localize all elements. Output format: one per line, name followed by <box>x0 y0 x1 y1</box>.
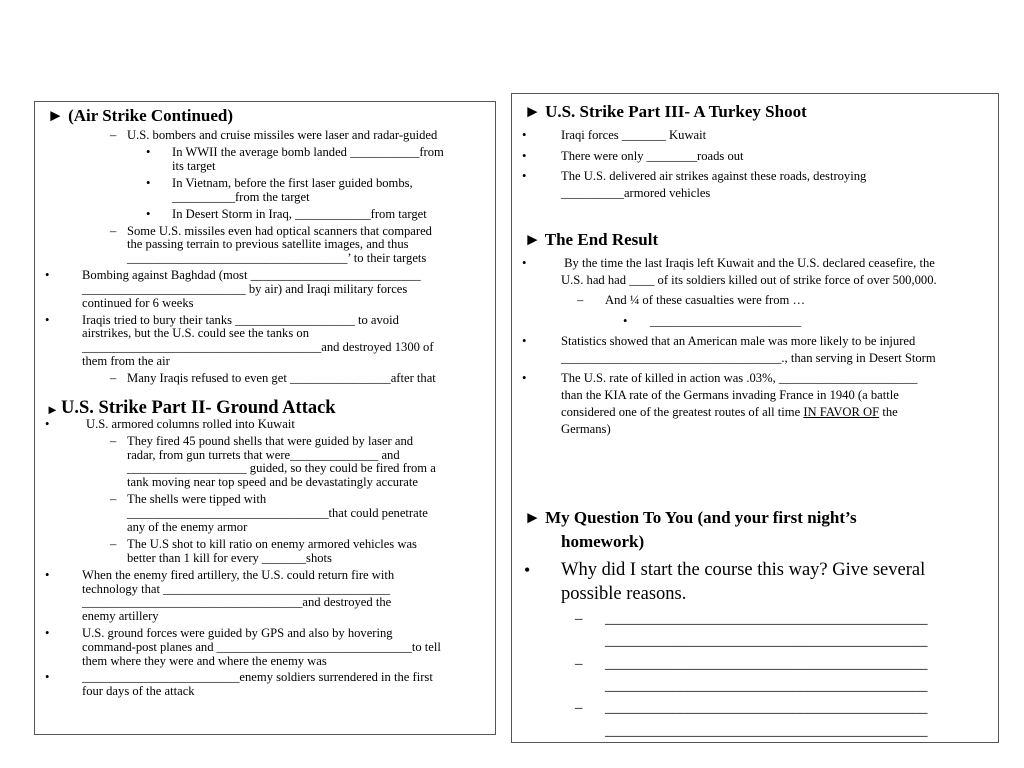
line-text: ___________________ guided, so they could be fired from a <box>127 461 436 475</box>
right-text-line <box>561 352 936 365</box>
line-text: command-post planes and _______________________________to tell <box>82 640 441 654</box>
line-text: ___________________________________________ <box>605 678 928 694</box>
line-text: When the enemy fired artillery, the U.S. could return fire with <box>82 568 395 582</box>
left-text-line <box>61 399 336 418</box>
right-text-line <box>561 561 925 580</box>
line-text: There were only ________roads out <box>561 149 744 163</box>
line-text: possible reasons. <box>561 584 687 604</box>
line-text: them where they were and where the enemy was <box>82 654 327 668</box>
right-text-line <box>524 231 658 248</box>
line-text: better than 1 kill for every _______shots <box>127 551 332 565</box>
left-text-line <box>172 191 310 204</box>
line-text: ___________________________________________ <box>605 700 928 716</box>
left-text-line <box>127 507 428 520</box>
left-text-line <box>82 314 399 327</box>
left-text-line <box>82 627 393 640</box>
bullet-marker: – <box>110 492 117 506</box>
line-text: The U.S shot to kill ratio on enemy armored vehicles was <box>127 537 417 551</box>
left-text-line <box>82 671 433 684</box>
bullet-marker: • <box>522 149 527 163</box>
left-text-line <box>82 283 407 296</box>
left-text-line <box>127 493 266 506</box>
line-text: ______________________________________and destroyed 1300 of <box>82 340 434 354</box>
left-text-line <box>82 596 391 609</box>
line-text: The shells were tipped with <box>127 492 267 506</box>
right-text-line <box>561 150 744 163</box>
right-text-line <box>561 335 915 348</box>
line-text: any of the enemy armor <box>127 520 248 534</box>
line-text: Many Iraqis refused to even get ________________after that <box>127 371 436 385</box>
left-text-line <box>82 341 434 354</box>
right-text-line <box>561 274 937 287</box>
line-text: tank moving near top speed and be devastatingly accurate <box>127 475 418 489</box>
line-text: In WWII the average bomb landed ___________from <box>172 145 444 159</box>
line-text: than the KIA rate of the Germans invading France in 1940 (a battle <box>561 388 899 402</box>
line-text: ► My Question To You (and your first night’s <box>524 508 857 527</box>
right-text-line <box>605 679 928 694</box>
bullet-marker: – <box>110 128 117 142</box>
line-text: enemy artillery <box>82 609 159 623</box>
line-text: __________________________ by air) and Iraqi military forces <box>82 282 408 296</box>
line-text: The U.S. rate of killed in action was .03%, ______________________ <box>561 371 918 385</box>
right-text-line <box>561 533 644 550</box>
left-text-line <box>127 435 413 448</box>
right-text-line <box>561 257 935 270</box>
line-text: the passing terrain to previous satellite images, and thus <box>127 237 409 251</box>
left-text-line <box>127 462 436 475</box>
right-text-line <box>605 634 928 649</box>
line-text: __________armored vehicles <box>561 186 711 200</box>
line-text: radar, from gun turrets that were______________ and <box>127 448 400 462</box>
right-text-line <box>561 585 686 604</box>
line-text: In Desert Storm in Iraq, ____________from target <box>172 207 427 221</box>
line-text: ► (Air Strike Continued) <box>47 106 234 125</box>
line-text: The U.S. delivered air strikes against these roads, destroying <box>561 169 867 183</box>
line-text: They fired 45 pound shells that were guided by laser and <box>127 434 414 448</box>
right-text-line <box>561 423 611 436</box>
line-text: ________________________________that could penetrate <box>127 506 428 520</box>
line-text: ► U.S. Strike Part III- A Turkey Shoot <box>524 102 807 121</box>
left-text-line <box>82 327 309 340</box>
line-text: U.S. armored columns rolled into Kuwait <box>86 417 295 431</box>
left-text-line <box>172 160 216 173</box>
bullet-marker: • <box>522 371 527 385</box>
right-text-line <box>561 187 710 200</box>
line-text: U.S. had had ____ of its soldiers killed out of strike force of over 500,000. <box>561 273 937 287</box>
left-text-line <box>127 372 436 385</box>
line-text: U.S. bombers and cruise missiles were laser and radar-guided <box>127 128 438 142</box>
bullet-marker: – <box>110 434 117 448</box>
bullet-marker: • <box>45 268 50 282</box>
right-text-line <box>605 294 805 307</box>
line-text: ___________________________________________ <box>605 611 928 627</box>
line-text: ___________________________________________ <box>605 723 928 739</box>
right-text-line <box>524 509 857 526</box>
line-text: ___________________________________’ to their targets <box>127 251 427 265</box>
bullet-marker: • <box>522 128 527 142</box>
right-text-line <box>561 389 899 402</box>
line-text: homework) <box>561 532 645 551</box>
line-text: By the time the last Iraqis left Kuwait and the U.S. declared ceasefire, the <box>561 256 935 270</box>
line-text: Iraqi forces _______ Kuwait <box>561 128 707 142</box>
left-text-line <box>172 177 413 190</box>
left-text-line <box>82 297 194 310</box>
left-text-line <box>86 418 295 431</box>
left-text-line <box>82 641 441 654</box>
line-text: technology that ____________________________________ <box>82 582 390 596</box>
left-text-line <box>127 476 418 489</box>
left-text-line <box>127 449 400 462</box>
line-text: Statistics showed that an American male was more likely to be injured <box>561 334 916 348</box>
line-text: U.S. ground forces were guided by GPS and also by hovering <box>82 626 393 640</box>
bullet-marker: • <box>524 560 531 580</box>
line-text: Why did I start the course this way? Give several <box>561 560 926 580</box>
left-text-line <box>82 269 421 282</box>
right-text-line <box>605 701 928 716</box>
bullet-marker: • <box>522 256 527 270</box>
bullet-marker: • <box>45 313 50 327</box>
left-text-line <box>127 238 409 251</box>
line-text: the <box>879 405 898 419</box>
line-text: _________________________enemy soldiers surrendered in the first <box>82 670 433 684</box>
line-text: Germans) <box>561 422 611 436</box>
left-text-line <box>82 583 390 596</box>
line-text: considered one of the greatest routes of all time <box>561 405 804 419</box>
left-text-line <box>127 252 426 265</box>
bullet-marker: – <box>110 224 117 238</box>
left-text-line <box>82 569 394 582</box>
right-text-line <box>561 406 898 419</box>
bullet-marker: – <box>575 611 583 627</box>
line-text: airstrikes, but the U.S. could see the tanks on <box>82 326 309 340</box>
line-text: And ¼ of these casualties were from … <box>605 293 806 307</box>
bullet-marker: – <box>575 700 583 716</box>
bullet-marker: • <box>45 626 50 640</box>
line-text: four days of the attack <box>82 684 195 698</box>
bullet-marker: • <box>146 176 151 190</box>
left-text-line <box>127 538 417 551</box>
line-text: continued for 6 weeks <box>82 296 194 310</box>
line-text: U.S. Strike Part II- Ground Attack <box>61 398 336 418</box>
right-text-line <box>605 724 928 739</box>
left-text-line <box>127 129 437 142</box>
line-text: ► The End Result <box>524 230 659 249</box>
line-text: ________________________ <box>650 314 802 328</box>
left-text-line <box>172 208 427 221</box>
left-text-line <box>127 521 247 534</box>
line-text: Bombing against Baghdad (most ___________________________ <box>82 268 421 282</box>
bullet-marker: • <box>45 670 50 684</box>
right-text-line <box>524 103 807 120</box>
left-text-line <box>127 225 432 238</box>
line-text: Some U.S. missiles even had optical scanners that compared <box>127 224 432 238</box>
line-text: ___________________________________., than serving in Desert Storm <box>561 351 936 365</box>
left-text-line <box>47 107 233 124</box>
bullet-marker: – <box>577 293 584 307</box>
left-text-line <box>82 655 327 668</box>
bullet-marker: • <box>623 314 628 328</box>
line-text: In Vietnam, before the first laser guided bombs, <box>172 176 413 190</box>
right-text-line <box>605 612 928 627</box>
line-text: ___________________________________and destroyed the <box>82 595 392 609</box>
underlined-text: IN FAVOR OF <box>803 405 880 419</box>
left-text-line <box>172 146 444 159</box>
bullet-marker: • <box>522 169 527 183</box>
line-text: ___________________________________________ <box>605 633 928 649</box>
bullet-marker: • <box>45 417 50 431</box>
line-text: __________from the target <box>172 190 310 204</box>
left-text-line <box>127 552 332 565</box>
left-text-line <box>82 610 159 623</box>
right-text-line <box>605 657 928 672</box>
bullet-marker: • <box>522 334 527 348</box>
left-text-line <box>82 685 195 698</box>
left-text-line <box>82 355 170 368</box>
bullet-marker: – <box>110 371 117 385</box>
right-text-line <box>650 315 801 328</box>
bullet-marker: • <box>45 568 50 582</box>
heading-arrow-icon: ► <box>46 402 59 417</box>
right-text-line <box>561 170 866 183</box>
line-text: them from the air <box>82 354 170 368</box>
line-text: ___________________________________________ <box>605 656 928 672</box>
bullet-marker: • <box>146 207 151 221</box>
bullet-marker: – <box>110 537 117 551</box>
right-text-line <box>561 372 917 385</box>
bullet-marker: • <box>146 145 151 159</box>
line-text: its target <box>172 159 216 173</box>
right-text-line <box>561 129 706 142</box>
line-text: Iraqis tried to bury their tanks ___________________ to avoid <box>82 313 399 327</box>
bullet-marker: – <box>575 656 583 672</box>
